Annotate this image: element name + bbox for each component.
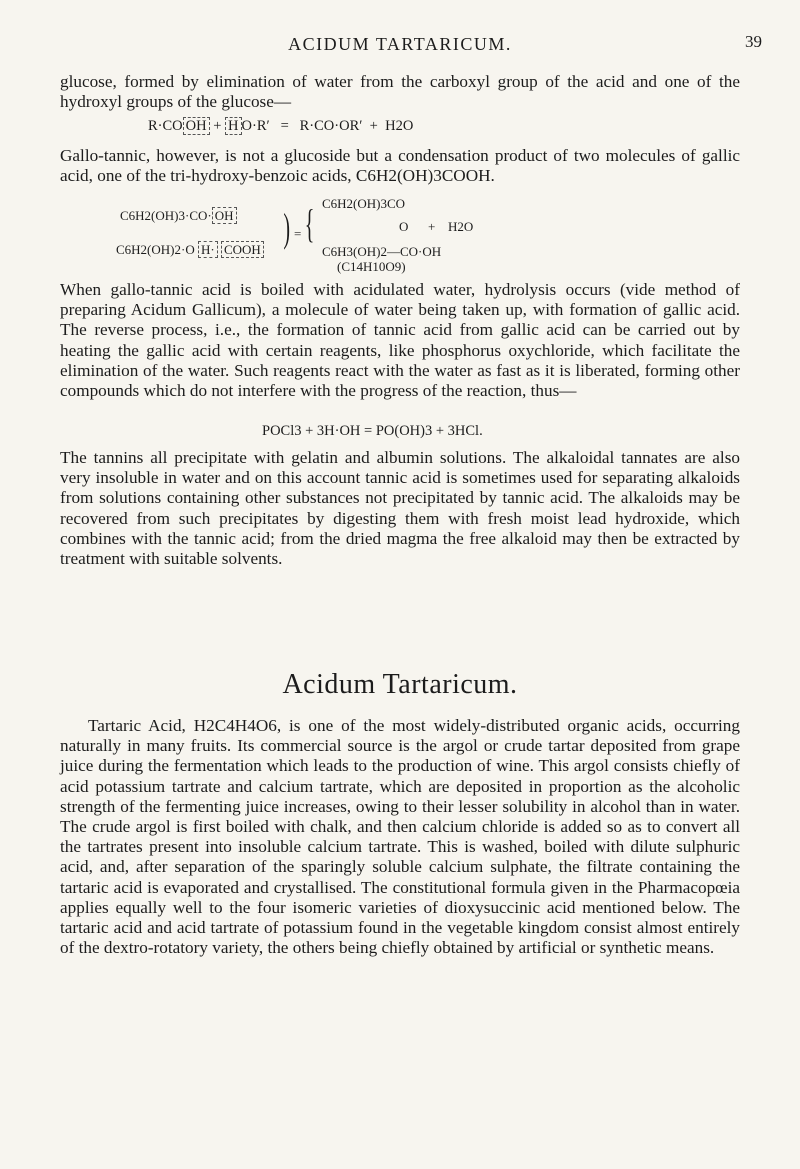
eq-ester-or: O·R′ <box>241 118 270 134</box>
eq-ester-plus1: + <box>213 118 222 134</box>
eq-tannic-product1: C6H2(OH)3CO <box>322 196 406 211</box>
eq-tannic-plus: + <box>428 219 436 234</box>
eq-tannic-product3: (C14H10O9) <box>337 259 406 274</box>
eq-tannic-product2: C6H3(OH)2—CO·OH <box>322 244 442 259</box>
eq-tannic-product-o: O <box>399 219 409 234</box>
paragraph-glucose: glucose, formed by elimination of water from the carboxyl group of the acid and one of the hydroxyl groups of the glucose— <box>60 72 740 112</box>
eq-ester-left: R·CO <box>148 118 183 134</box>
paragraph-tartaric-acid: Tartaric Acid, H2C4H4O6, is one of the most widely-distributed organic acids, occurring naturally in many fruits. Its commercial source is the argol or crude tartar deposited from grape juice during the fermentation which leads to the production of wine. This argol consists chiefly of acid potassium tartrate and calcium tartrate, which are deposited in proportion as the alcoholic strength of the fermenting juice increases, owing to their lesser solubility in alcohol than in water. The crude argol is first boiled with chalk, and then calcium chloride is added so as to convert all the tartrates present into insoluble calcium tartrate. This is washed, boiled with dilute sulphuric acid, and, after separation of the sparingly soluble calcium sulphate, the filtrate containing the tartaric acid is evaporated and crystallised. The constitutional formula given in the Pharmacopœia applies equally well to the four isomeric varieties of dioxysuccinic acid mentioned below. The tartaric acid and acid tartrate of potassium found in the vegetable kingdom consist almost entirely of the dextro-rotatory variety, the others being chiefly obtained by artificial or synthetic means. <box>60 716 740 958</box>
eq-ester-oh: OH <box>183 117 210 135</box>
eq-tannic-water: H2O <box>448 219 474 234</box>
equation-pocl3: POCl3 + 3H·OH = PO(OH)3 + 3HCl. <box>262 423 483 439</box>
running-header: ACIDUM TARTARICUM. <box>288 34 512 54</box>
paragraph-tannins: The tannins all precipitate with gelatin and albumin solutions. The alkaloidal tannates are also very insoluble in water and on this account tannic acid is sometimes used for separating alkaloids from solutions containing other substances not precipitated by tannic acid. The alkaloids may be recovered from such precipitates by digesting them with fresh moist lead hydroxide, which combines with the tannic acid; from the dried magma the free alkaloid may then be extracted by treatment with suitable solvents. <box>60 448 740 569</box>
paragraph-gallo-tannic: Gallo-tannic, however, is not a glucoside but a condensation product of two molecules of gallic acid, one of the tri-hydroxy-benzoic acids, C6H2(OH)3COOH. <box>60 146 740 186</box>
paragraph-hydrolysis: When gallo-tannic acid is boiled with acidulated water, hydrolysis occurs (vide method of preparing Acidum Gallicum), a molecule of water being taken up, with formation of gallic acid. The reverse process, i.e., the formation of tannic acid from gallic acid can be carried out by heating the gallic acid with certain reagents, like phosphorus oxychloride, which facilitate the elimination of the water. Such reagents react with the water as fast as it is liberated, forming other compounds which do not interfere with the progress of the reaction, thus— <box>60 280 740 401</box>
equation-ester <box>148 118 413 135</box>
eq-tannic-equals: = <box>294 226 302 241</box>
eq-ester-right: R·CO·OR′ <box>299 118 363 134</box>
eq-ester-h: H <box>225 117 241 135</box>
eq-tannic-brace: { <box>304 201 315 246</box>
eq-tannic-row1: C6H2(OH)3·CO· OH <box>120 208 237 224</box>
eq-ester-water: H2O <box>385 118 414 134</box>
page-number: 39 <box>745 32 762 51</box>
section-title: Acidum Tartaricum. <box>282 669 518 700</box>
eq-tannic-close-paren: ) <box>283 205 290 250</box>
eq-tannic-row2: C6H2(OH)2·O H· COOH <box>116 242 264 258</box>
eq-ester-equals: = <box>280 118 289 134</box>
eq-ester-plus2: + <box>369 118 378 134</box>
